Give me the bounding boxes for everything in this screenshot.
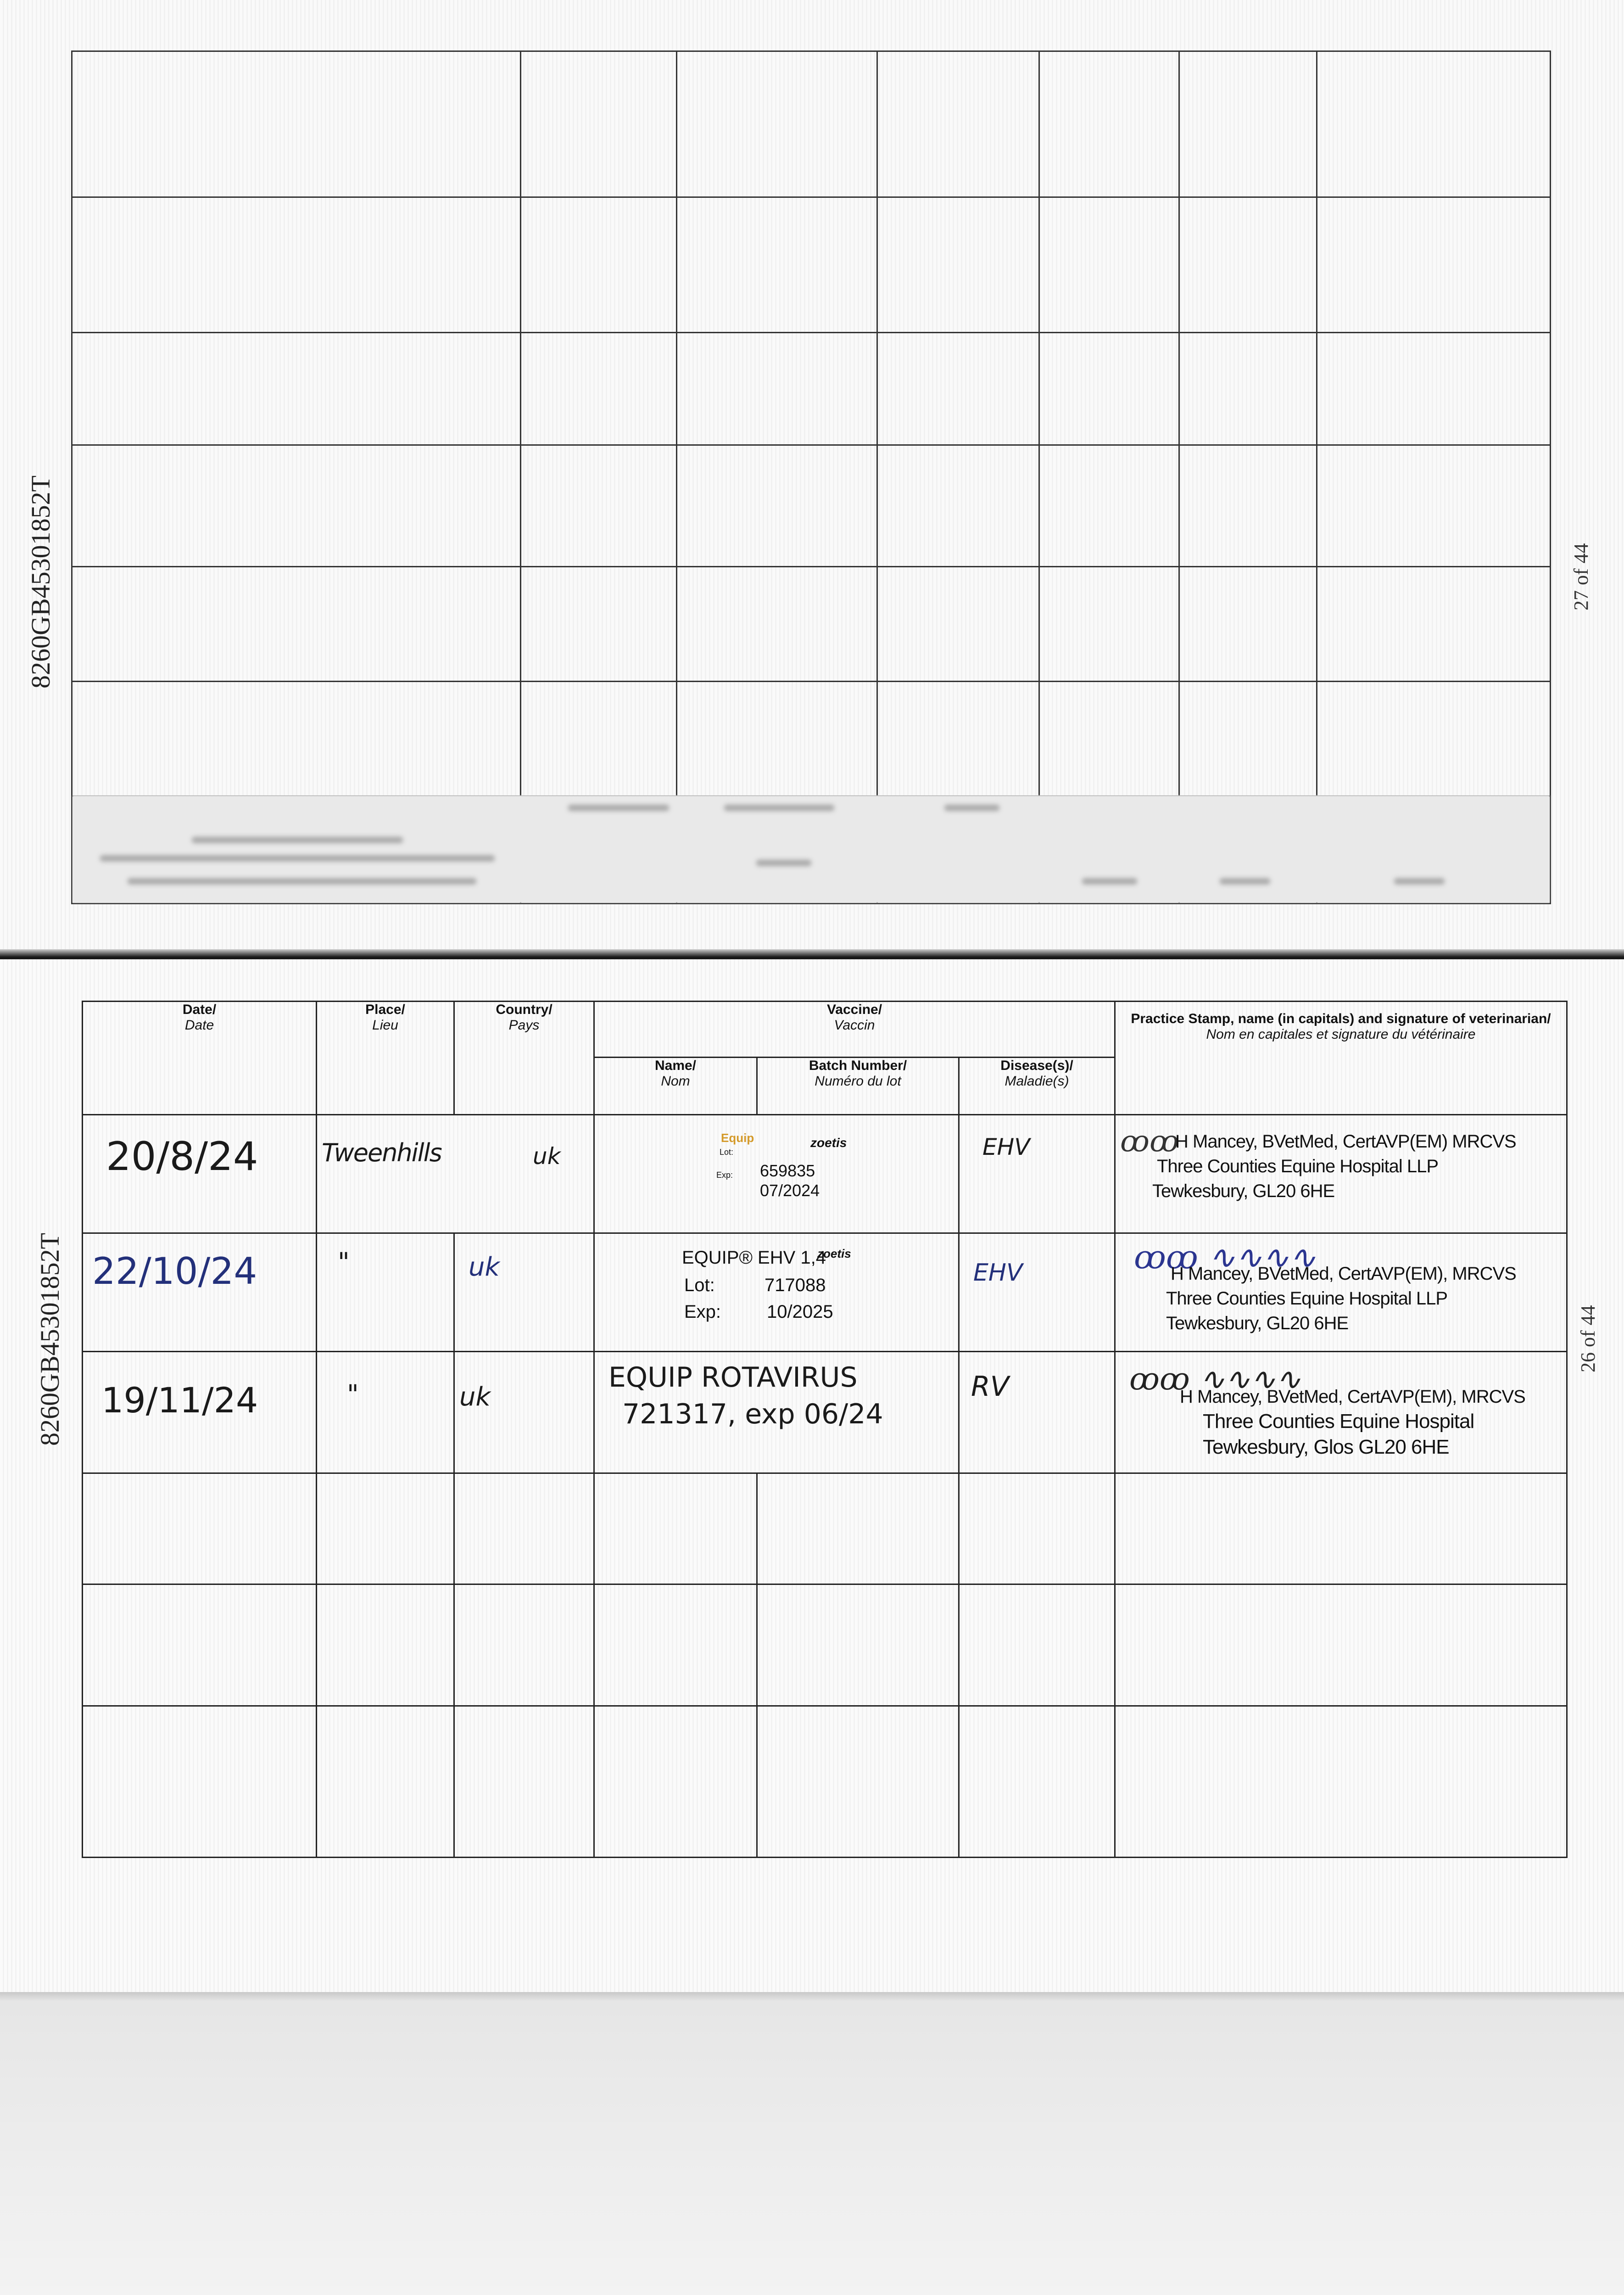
header-practice-stamp: Practice Stamp, name (in capitals) and signature of veterinarian/ Nom en capitales et signature du vétérinaire — [1115, 1002, 1567, 1115]
upper-header-faded — [73, 795, 1550, 903]
entry-disease: RV — [959, 1352, 1115, 1473]
vaccination-table — [82, 1001, 1568, 1858]
entry-date: 20/8/24 — [83, 1115, 317, 1233]
table-row — [83, 1584, 1567, 1706]
entry-stamp: ꝏꝏ ∿∿∿∿ H Mancey, BVetMed, CertAVP(EM), MRCVS Three Counties Equine Hospital Tewkesbury, Glos GL20 6HE — [1115, 1352, 1567, 1473]
table-row — [83, 1115, 1567, 1233]
passport-id-lower: 8260GB45301852T — [35, 1233, 65, 1446]
entry-country: uk — [454, 1352, 594, 1473]
entry-place: " — [317, 1233, 454, 1352]
header-batch-number: Batch Number/ Numéro du lot — [757, 1058, 959, 1115]
header-disease: Disease(s)/ Maladie(s) — [959, 1058, 1115, 1115]
entry-disease: EHV — [959, 1115, 1115, 1233]
table-row — [83, 1352, 1567, 1473]
scanner-bed — [0, 1992, 1624, 2295]
upper-page — [0, 0, 1624, 959]
entry-vaccine-handwritten: EQUIP ROTAVIRUS 721317, exp 06/24 — [594, 1352, 959, 1473]
entry-place-country: Tweenhills uk — [317, 1115, 594, 1233]
entry-stamp: ꝏꝏ ∿∿∿∿ H Mancey, BVetMed, CertAVP(EM), MRCVS Three Counties Equine Hospital LLP Tewkesbury, GL20 6HE — [1115, 1233, 1567, 1352]
table-row — [83, 1473, 1567, 1584]
header-date: Date/ Date — [83, 1002, 317, 1115]
header-vaccine: Vaccine/ Vaccin — [594, 1002, 1115, 1058]
passport-id-upper: 8260GB45301852T — [26, 476, 56, 688]
entry-vaccine-label: Equip zoetis Lot: Exp: 659835 07/2024 — [594, 1115, 959, 1233]
upper-blank-table — [71, 50, 1551, 904]
entry-date: 19/11/24 — [83, 1352, 317, 1473]
page-number-upper: 27 of 44 — [1570, 543, 1592, 610]
entry-stamp: ꝏꝏ H Mancey, BVetMed, CertAVP(EM) MRCVS Three Counties Equine Hospital LLP Tewkesbury, GL20 6HE — [1115, 1115, 1567, 1233]
table-row — [83, 1233, 1567, 1352]
entry-disease: EHV — [959, 1233, 1115, 1352]
header-country: Country/ Pays — [454, 1002, 594, 1115]
table-row — [83, 1706, 1567, 1858]
entry-date: 22/10/24 — [83, 1233, 317, 1352]
entry-country: uk — [454, 1233, 594, 1352]
entry-place: " — [317, 1352, 454, 1473]
page-number-lower: 26 of 44 — [1577, 1305, 1599, 1372]
entry-vaccine-label: EQUIP® EHV 1,4 zoetis Lot: 717088 Exp: 10/2025 — [594, 1233, 959, 1352]
header-vaccine-name: Name/ Nom — [594, 1058, 757, 1115]
header-place: Place/ Lieu — [317, 1002, 454, 1115]
